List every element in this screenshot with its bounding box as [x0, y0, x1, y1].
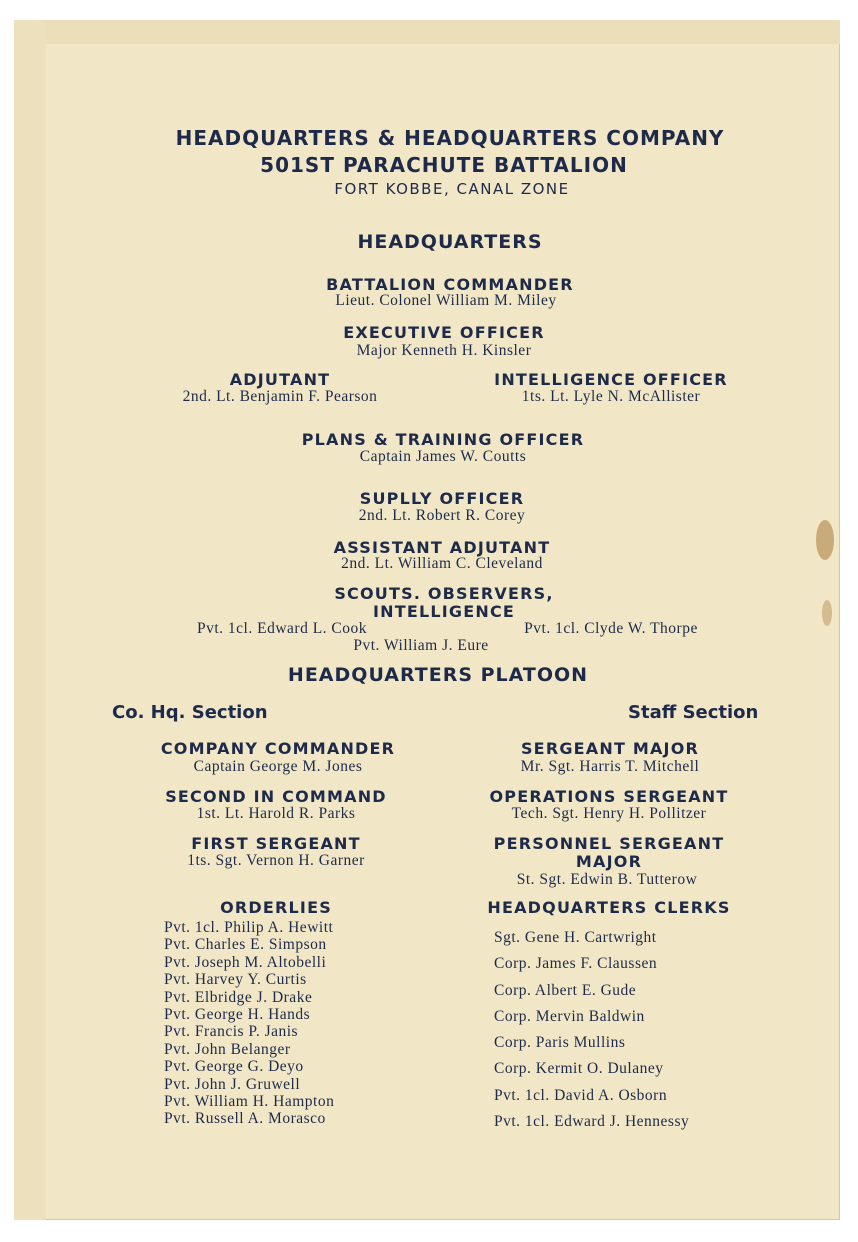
adjutant-name: 2nd. Lt. Benjamin F. Pearson [182, 388, 378, 405]
list-item: Pvt. Francis P. Janis [164, 1023, 299, 1041]
orderlies-heading: ORDERLIES [220, 898, 332, 917]
stain [822, 600, 832, 626]
personnel-sergeant-major-name: St. Sgt. Edwin B. Tutterow [516, 871, 698, 888]
list-item: Pvt. Harvey Y. Curtis [164, 971, 307, 989]
adjutant-role: ADJUTANT [229, 370, 331, 389]
assistant-adjutant-role: ASSISTANT ADJUTANT [333, 538, 551, 557]
clerks-list [494, 925, 689, 1135]
title-line-2: 501ST PARACHUTE BATTALION [260, 153, 628, 177]
title-line-1: HEADQUARTERS & HEADQUARTERS COMPANY [175, 126, 725, 150]
executive-officer-name: Major Kenneth H. Kinsler [356, 342, 532, 359]
list-item: Corp. Kermit O. Dulaney [494, 1060, 664, 1078]
list-item: Pvt. Charles E. Simpson [164, 936, 327, 954]
list-item: Pvt. George G. Deyo [164, 1058, 304, 1076]
executive-officer-role: EXECUTIVE OFFICER [343, 323, 545, 342]
headquarters-heading: HEADQUARTERS [357, 231, 543, 253]
battalion-commander-role: BATTALION COMMANDER [326, 275, 574, 294]
supply-officer-name: 2nd. Lt. Robert R. Corey [358, 507, 526, 524]
list-item: Pvt. Elbridge J. Drake [164, 988, 313, 1006]
personnel-sergeant-major-role-line-1: PERSONNEL SERGEANT [493, 834, 725, 853]
second-in-command-name: 1st. Lt. Harold R. Parks [196, 805, 356, 822]
co-hq-section-heading: Co. Hq. Section [112, 702, 268, 723]
first-sergeant-name: 1ts. Sgt. Vernon H. Garner [187, 852, 365, 869]
staff-section-heading: Staff Section [628, 702, 759, 723]
list-item: Pvt. Joseph M. Altobelli [164, 953, 327, 971]
list-item: Pvt. John J. Gruwell [164, 1075, 301, 1093]
scouts-role-line-2: INTELLIGENCE [372, 602, 516, 621]
first-sergeant-role: FIRST SERGEANT [191, 834, 361, 853]
sergeant-major-name: Mr. Sgt. Harris T. Mitchell [520, 758, 700, 775]
second-in-command-role: SECOND IN COMMAND [165, 787, 387, 806]
list-item: Pvt. William H. Hampton [164, 1093, 335, 1111]
platoon-heading: HEADQUARTERS PLATOON [287, 664, 589, 686]
list-item: Pvt. George H. Hands [164, 1006, 311, 1024]
scout-name-center: Pvt. William J. Eure [353, 637, 489, 654]
sergeant-major-role: SERGEANT MAJOR [520, 739, 700, 758]
list-item: Pvt. 1cl. Philip A. Hewitt [164, 919, 334, 936]
battalion-commander-name: Lieut. Colonel William M. Miley [335, 292, 557, 309]
list-item: Pvt. Russell A. Morasco [164, 1110, 326, 1128]
list-item: Pvt. 1cl. David A. Osborn [494, 1086, 668, 1104]
intelligence-officer-role: INTELLIGENCE OFFICER [494, 370, 728, 389]
scouts-role-line-1: SCOUTS. OBSERVERS, [334, 584, 554, 603]
scout-name-left: Pvt. 1cl. Edward L. Cook [197, 620, 367, 637]
paper-fold-left [14, 20, 46, 1220]
list-item: Pvt. John Belanger [164, 1040, 291, 1058]
scout-name-right: Pvt. 1cl. Clyde W. Thorpe [524, 620, 698, 637]
intelligence-officer-name: 1ts. Lt. Lyle N. McAllister [521, 388, 701, 405]
list-item: Corp. Albert E. Gude [494, 981, 637, 999]
stain [816, 520, 834, 560]
company-commander-name: Captain George M. Jones [193, 758, 363, 775]
clerks-heading: HEADQUARTERS CLERKS [487, 898, 731, 917]
company-commander-role: COMPANY COMMANDER [160, 739, 396, 758]
operations-sergeant-role: OPERATIONS SERGEANT [489, 787, 729, 806]
plans-training-officer-role: PLANS & TRAINING OFFICER [301, 430, 585, 449]
list-item: Sgt. Gene H. Cartwright [494, 929, 657, 946]
paper-fold-top [14, 20, 840, 44]
title-line-3: FORT KOBBE, CANAL ZONE [334, 180, 570, 198]
list-item: Corp. Mervin Baldwin [494, 1007, 645, 1025]
orderlies-list [164, 919, 334, 1128]
plans-training-officer-name: Captain James W. Coutts [359, 448, 527, 465]
list-item: Pvt. 1cl. Edward J. Hennessy [494, 1113, 690, 1131]
personnel-sergeant-major-role-line-2: MAJOR [575, 852, 643, 871]
supply-officer-role: SUPLLY OFFICER [359, 489, 525, 508]
list-item: Corp. James F. Claussen [494, 955, 658, 973]
operations-sergeant-name: Tech. Sgt. Henry H. Pollitzer [511, 805, 707, 822]
assistant-adjutant-name: 2nd. Lt. William C. Cleveland [341, 555, 543, 572]
list-item: Corp. Paris Mullins [494, 1034, 626, 1052]
